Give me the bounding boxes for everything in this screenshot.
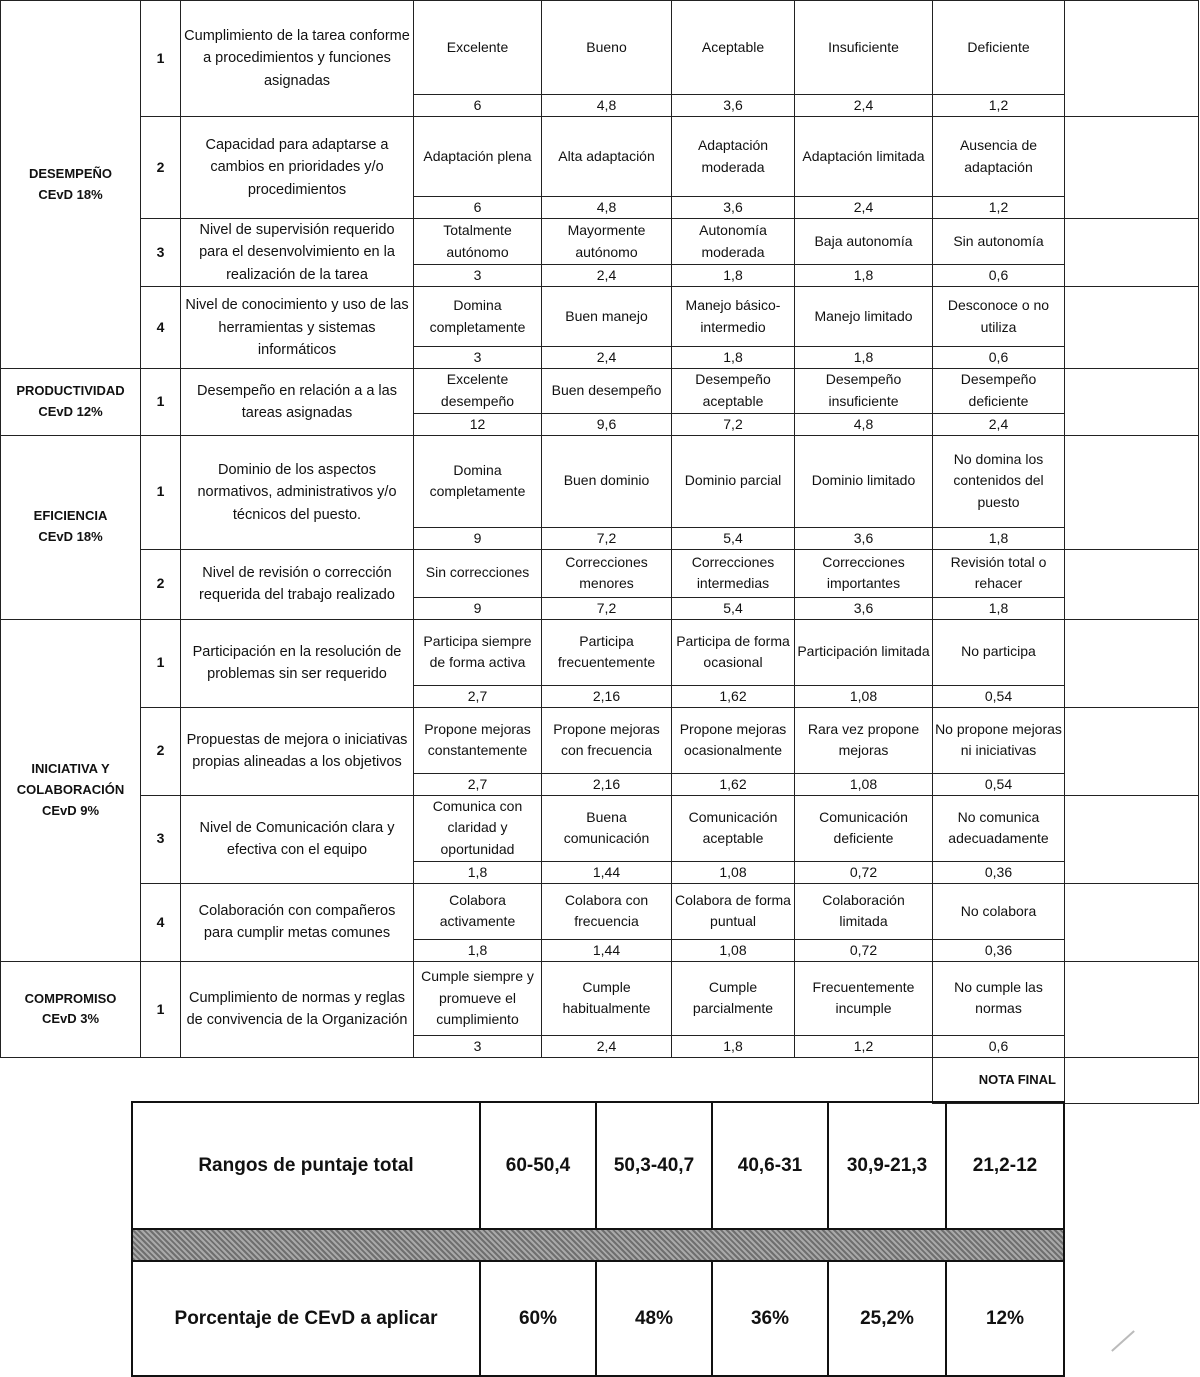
category-cell <box>1 619 141 961</box>
criterion-level-row <box>1 619 1199 685</box>
level-score: 3,6 <box>672 95 795 117</box>
level-descriptor: Rara vez propone mejoras <box>795 707 933 773</box>
score-entry-cell <box>1065 707 1199 795</box>
level-score: 5,4 <box>672 527 795 549</box>
category-label: DESEMPEÑO <box>28 165 113 181</box>
score-entry-cell <box>1065 219 1199 287</box>
criterion-level-row <box>1 707 1199 773</box>
level-score: 0,36 <box>933 939 1065 961</box>
criterion-text: Desempeño en relación a a las tareas asignadas <box>181 369 414 435</box>
level-score: 3 <box>414 265 542 287</box>
score-entry-cell <box>1065 883 1199 961</box>
level-score: 0,6 <box>933 1035 1065 1057</box>
item-number: 2 <box>141 549 181 619</box>
level-descriptor: Colabora con frecuencia <box>542 883 672 939</box>
percentage-value: 48% <box>596 1261 712 1376</box>
level-score: 1,8 <box>795 265 933 287</box>
level-score: 1,08 <box>672 939 795 961</box>
criterion-text: Nivel de conocimiento y uso de las herramientas y sistemas informáticos <box>181 287 414 369</box>
item-number: 1 <box>141 1 181 117</box>
category-label: CEvD 18% <box>38 529 103 545</box>
level-descriptor: Comunicación aceptable <box>672 795 795 861</box>
level-descriptor: Autonomía moderada <box>672 219 795 265</box>
level-score: 1,2 <box>933 197 1065 219</box>
ranges-row <box>132 1102 1064 1229</box>
score-entry-cell <box>1065 795 1199 883</box>
category-label: CEvD 9% <box>41 802 100 818</box>
level-descriptor: Aceptable <box>672 1 795 95</box>
level-score: 1,2 <box>795 1035 933 1057</box>
level-score: 1,8 <box>933 527 1065 549</box>
criterion-text: Cumplimiento de la tarea conforme a procedimientos y funciones asignadas <box>181 1 414 117</box>
level-score: 3,6 <box>795 527 933 549</box>
level-descriptor: Dominio limitado <box>795 435 933 527</box>
score-entry-cell <box>1065 961 1199 1057</box>
level-descriptor: Adaptación limitada <box>795 117 933 197</box>
level-descriptor: Mayormente autónomo <box>542 219 672 265</box>
level-descriptor: No cumple las normas <box>933 961 1065 1035</box>
category-label: INICIATIVA Y <box>31 761 110 777</box>
level-score: 4,8 <box>542 95 672 117</box>
level-score: 0,54 <box>933 773 1065 795</box>
level-score: 9 <box>414 527 542 549</box>
criterion-text: Participación en la resolución de problemas sin ser requerido <box>181 619 414 707</box>
level-score: 6 <box>414 95 542 117</box>
matrix-body <box>1 1 1199 1104</box>
level-descriptor: Alta adaptación <box>542 117 672 197</box>
level-score: 1,2 <box>933 95 1065 117</box>
level-score: 1,8 <box>414 861 542 883</box>
level-score: 7,2 <box>542 597 672 619</box>
score-entry-cell <box>1065 369 1199 435</box>
level-score: 1,8 <box>795 347 933 369</box>
level-descriptor: Cumple siempre y promueve el cumplimiento <box>414 961 542 1035</box>
level-descriptor: Desempeño deficiente <box>933 369 1065 413</box>
criterion-level-row <box>1 219 1199 265</box>
level-score: 12 <box>414 413 542 435</box>
nota-final-value-cell <box>1065 1057 1199 1103</box>
level-descriptor: Deficiente <box>933 1 1065 95</box>
level-score: 3 <box>414 347 542 369</box>
criterion-level-row <box>1 1 1199 95</box>
level-score: 3,6 <box>795 597 933 619</box>
level-score: 1,8 <box>672 1035 795 1057</box>
criterion-text: Propuestas de mejora o iniciativas propias alineadas a los objetivos <box>181 707 414 795</box>
level-score: 1,08 <box>795 773 933 795</box>
item-number: 4 <box>141 287 181 369</box>
level-score: 2,4 <box>795 197 933 219</box>
level-descriptor: No domina los contenidos del puesto <box>933 435 1065 527</box>
level-descriptor: Adaptación moderada <box>672 117 795 197</box>
level-score: 2,4 <box>542 1035 672 1057</box>
level-score: 1,8 <box>672 347 795 369</box>
empty-spacer <box>1 1057 933 1103</box>
percentage-value: 60% <box>480 1261 596 1376</box>
level-descriptor: Desconoce o no utiliza <box>933 287 1065 347</box>
level-score: 1,08 <box>795 685 933 707</box>
level-score: 7,2 <box>542 527 672 549</box>
category-cell <box>1 1 141 369</box>
level-score: 9 <box>414 597 542 619</box>
score-entry-cell <box>1065 117 1199 219</box>
level-descriptor: Totalmente autónomo <box>414 219 542 265</box>
category-label: CEvD 12% <box>38 404 103 420</box>
level-descriptor: Manejo limitado <box>795 287 933 347</box>
level-score: 0,6 <box>933 347 1065 369</box>
separator-band <box>132 1229 1064 1261</box>
level-descriptor: Desempeño aceptable <box>672 369 795 413</box>
criterion-text: Nivel de supervisión requerido para el desenvolvimiento en la realización de la tarea <box>181 219 414 287</box>
category-cell <box>1 961 141 1057</box>
score-entry-cell <box>1065 1 1199 117</box>
criterion-level-row <box>1 795 1199 861</box>
score-entry-cell <box>1065 287 1199 369</box>
level-score: 1,44 <box>542 939 672 961</box>
level-descriptor: Comunica con claridad y oportunidad <box>414 795 542 861</box>
score-ranges-table <box>131 1101 1065 1377</box>
level-descriptor: Domina completamente <box>414 287 542 347</box>
nota-final-row <box>1 1057 1199 1103</box>
level-score: 0,54 <box>933 685 1065 707</box>
range-value: 40,6-31 <box>712 1102 828 1229</box>
level-score: 9,6 <box>542 413 672 435</box>
level-score: 2,16 <box>542 773 672 795</box>
level-score: 1,8 <box>672 265 795 287</box>
level-descriptor: Excelente desempeño <box>414 369 542 413</box>
level-score: 2,7 <box>414 685 542 707</box>
level-score: 3,6 <box>672 197 795 219</box>
level-descriptor: Desempeño insuficiente <box>795 369 933 413</box>
level-descriptor: No comunica adecuadamente <box>933 795 1065 861</box>
level-descriptor: Buen manejo <box>542 287 672 347</box>
level-descriptor: Buen dominio <box>542 435 672 527</box>
criterion-level-row <box>1 961 1199 1035</box>
percentage-value: 25,2% <box>828 1261 946 1376</box>
criterion-text: Capacidad para adaptarse a cambios en prioridades y/o procedimientos <box>181 117 414 219</box>
item-number: 4 <box>141 883 181 961</box>
level-score: 2,4 <box>795 95 933 117</box>
level-descriptor: No propone mejoras ni iniciativas <box>933 707 1065 773</box>
level-score: 4,8 <box>542 197 672 219</box>
percentages-label: Porcentaje de CEvD a aplicar <box>132 1261 480 1376</box>
score-entry-cell <box>1065 435 1199 549</box>
item-number: 2 <box>141 117 181 219</box>
item-number: 1 <box>141 369 181 435</box>
criterion-text: Nivel de revisión o corrección requerida del trabajo realizado <box>181 549 414 619</box>
level-descriptor: Cumple habitualmente <box>542 961 672 1035</box>
criterion-level-row <box>1 117 1199 197</box>
level-descriptor: Bueno <box>542 1 672 95</box>
level-score: 7,2 <box>672 413 795 435</box>
level-score: 1,44 <box>542 861 672 883</box>
level-descriptor: Participación limitada <box>795 619 933 685</box>
level-descriptor: Propone mejoras ocasionalmente <box>672 707 795 773</box>
item-number: 1 <box>141 619 181 707</box>
percentage-value: 12% <box>946 1261 1064 1376</box>
criterion-level-row <box>1 883 1199 939</box>
category-label: COLABORACIÓN <box>16 781 125 797</box>
criterion-text: Nivel de Comunicación clara y efectiva con el equipo <box>181 795 414 883</box>
level-descriptor: Participa de forma ocasional <box>672 619 795 685</box>
level-descriptor: No participa <box>933 619 1065 685</box>
level-score: 2,4 <box>933 413 1065 435</box>
criterion-level-row <box>1 287 1199 347</box>
level-score: 6 <box>414 197 542 219</box>
pen-mark <box>1111 1330 1135 1352</box>
level-score: 5,4 <box>672 597 795 619</box>
level-descriptor: Dominio parcial <box>672 435 795 527</box>
level-descriptor: Colabora activamente <box>414 883 542 939</box>
item-number: 2 <box>141 707 181 795</box>
level-score: 0,6 <box>933 265 1065 287</box>
level-descriptor: Participa frecuentemente <box>542 619 672 685</box>
level-score: 2,4 <box>542 265 672 287</box>
level-descriptor: Ausencia de adaptación <box>933 117 1065 197</box>
nota-final-label: NOTA FINAL <box>933 1057 1065 1103</box>
level-descriptor: Baja autonomía <box>795 219 933 265</box>
level-descriptor: Adaptación plena <box>414 117 542 197</box>
score-entry-cell <box>1065 619 1199 707</box>
percentages-row <box>132 1261 1064 1376</box>
criterion-text: Colaboración con compañeros para cumplir metas comunes <box>181 883 414 961</box>
level-descriptor: Correcciones menores <box>542 549 672 597</box>
category-cell <box>1 435 141 619</box>
category-label: PRODUCTIVIDAD <box>16 383 125 399</box>
level-score: 0,72 <box>795 939 933 961</box>
category-label: CEvD 3% <box>41 1011 100 1027</box>
level-score: 2,16 <box>542 685 672 707</box>
criterion-text: Cumplimiento de normas y reglas de convivencia de la Organización <box>181 961 414 1057</box>
level-score: 1,62 <box>672 685 795 707</box>
item-number: 3 <box>141 219 181 287</box>
score-entry-cell <box>1065 549 1199 619</box>
level-descriptor: Correcciones importantes <box>795 549 933 597</box>
level-descriptor: Colabora de forma puntual <box>672 883 795 939</box>
level-descriptor: Comunicación deficiente <box>795 795 933 861</box>
criterion-text: Dominio de los aspectos normativos, administrativos y/o técnicos del puesto. <box>181 435 414 549</box>
level-descriptor: Revisión total o rehacer <box>933 549 1065 597</box>
criterion-level-row <box>1 549 1199 597</box>
level-descriptor: Domina completamente <box>414 435 542 527</box>
item-number: 1 <box>141 435 181 549</box>
range-value: 50,3-40,7 <box>596 1102 712 1229</box>
item-number: 1 <box>141 961 181 1057</box>
level-descriptor: Buen desempeño <box>542 369 672 413</box>
level-score: 1,8 <box>933 597 1065 619</box>
level-score: 4,8 <box>795 413 933 435</box>
level-descriptor: Propone mejoras constantemente <box>414 707 542 773</box>
category-cell <box>1 369 141 435</box>
level-descriptor: Manejo básico-intermedio <box>672 287 795 347</box>
level-descriptor: Colaboración limitada <box>795 883 933 939</box>
level-descriptor: Cumple parcialmente <box>672 961 795 1035</box>
level-descriptor: No colabora <box>933 883 1065 939</box>
category-label: COMPROMISO <box>24 990 117 1006</box>
criterion-level-row <box>1 369 1199 413</box>
shaded-separator <box>132 1229 1064 1261</box>
level-descriptor: Participa siempre de forma activa <box>414 619 542 685</box>
category-label: EFICIENCIA <box>33 508 108 524</box>
range-value: 30,9-21,3 <box>828 1102 946 1229</box>
range-value: 60-50,4 <box>480 1102 596 1229</box>
level-descriptor: Buena comunicación <box>542 795 672 861</box>
level-score: 1,08 <box>672 861 795 883</box>
category-label: CEvD 18% <box>38 186 103 202</box>
level-score: 2,4 <box>542 347 672 369</box>
criterion-level-row <box>1 435 1199 527</box>
level-score: 0,72 <box>795 861 933 883</box>
range-value: 21,2-12 <box>946 1102 1064 1229</box>
level-descriptor: Propone mejoras con frecuencia <box>542 707 672 773</box>
level-descriptor: Excelente <box>414 1 542 95</box>
level-score: 3 <box>414 1035 542 1057</box>
level-descriptor: Sin correcciones <box>414 549 542 597</box>
level-descriptor: Insuficiente <box>795 1 933 95</box>
level-descriptor: Frecuentemente incumple <box>795 961 933 1035</box>
level-score: 1,62 <box>672 773 795 795</box>
level-descriptor: Correcciones intermedias <box>672 549 795 597</box>
level-score: 1,8 <box>414 939 542 961</box>
level-score: 2,7 <box>414 773 542 795</box>
ranges-label: Rangos de puntaje total <box>132 1102 480 1229</box>
percentage-value: 36% <box>712 1261 828 1376</box>
level-descriptor: Sin autonomía <box>933 219 1065 265</box>
level-score: 0,36 <box>933 861 1065 883</box>
item-number: 3 <box>141 795 181 883</box>
